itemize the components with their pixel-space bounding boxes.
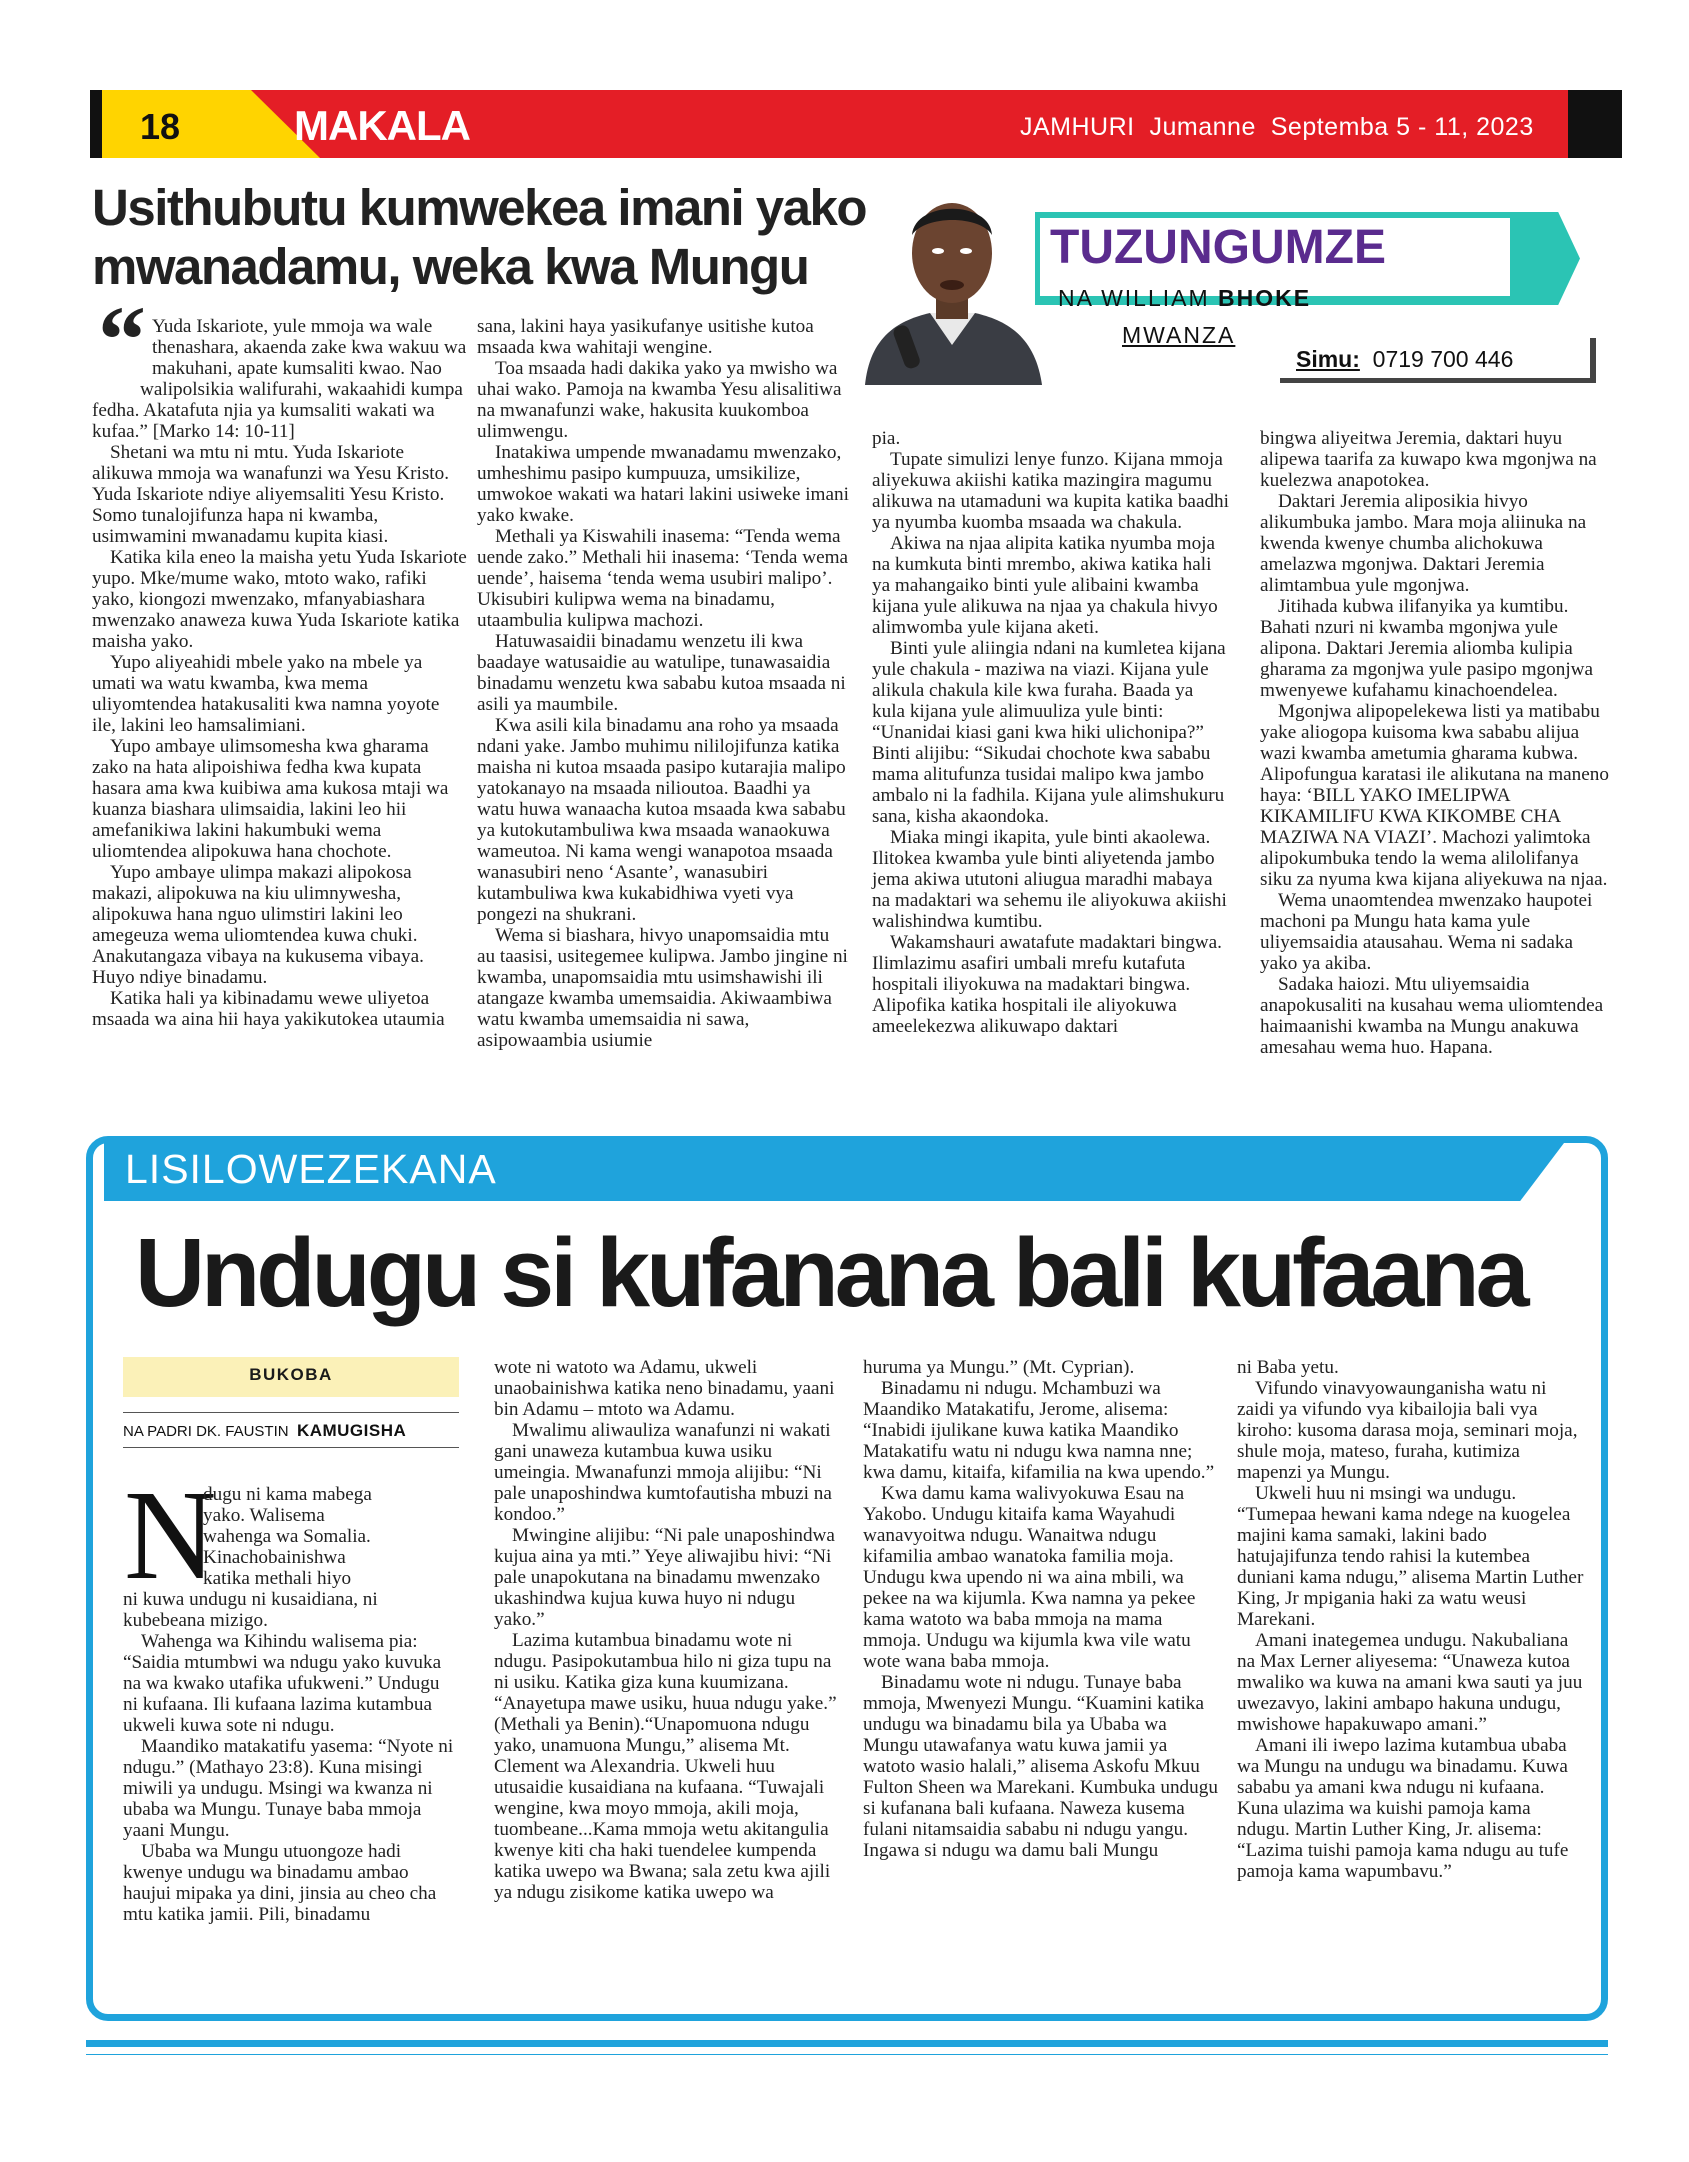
byline-prefix: NA PADRI DK. FAUSTIN <box>123 1423 289 1440</box>
paragraph: wote ni watoto wa Adamu, ukweli unaobainishwa katika neno binadamu, yaani bin Adamu – mtoto wa Adamu. <box>494 1357 835 1420</box>
drop-cap: N <box>124 1464 217 1606</box>
article1-column-3 <box>872 428 1230 1037</box>
phone-line <box>1296 346 1513 373</box>
phone-label: Simu: <box>1296 346 1360 372</box>
article1-column-2 <box>477 316 852 1051</box>
article1-column-1 <box>92 316 467 1030</box>
paragraph: Vifundo vinavyowaunganisha watu ni zaidi ya vifundo vya kibailojia bali vya kiroho: kusoma darasa moja, seminari moja, shule moja, mateso, furaha, kutimiza mapenzi ya Mungu. <box>1237 1378 1578 1483</box>
article1-column-4 <box>1260 428 1610 1058</box>
dropcap-line: dugu ni kama mabega <box>203 1484 372 1505</box>
paragraph: Miaka mingi ikapita, yule binti akaolewa. Ilitokea kwamba yule binti aliyetenda jambo jema akiwa ututoni aliugua maradhi mabaya na madaktari wa sehemu ile aliyokuwa akiishi walishindwa kumtibu. <box>872 827 1227 932</box>
article2-column-2 <box>494 1357 842 1903</box>
column-name: TUZUNGUMZE <box>1050 221 1386 274</box>
phone-number: 0719 700 446 <box>1372 346 1514 372</box>
paragraph: Ukweli huu ni msingi wa undugu. “Tumepaa hewani kama ndege na kuogelea majini kama samaki, lakini bado hatujajifunza tendo rahisi la kutembea duniani kama ndugu,” alisema Martin Luther King, Jr mpigania haki za watu weusi Marekani. <box>1237 1483 1584 1630</box>
byline-rule-top <box>123 1412 459 1413</box>
paragraph: Amani inategemea undugu. Nakubaliana na Max Lerner aliyesema: “Unaweza kutoa mwaliko wa kuwa na amani kwa sauti ya juu uwezavyo, lakini ambapo hakuna undugu, mwishowe hapakuwapo amani.” <box>1237 1630 1583 1735</box>
paragraph: sana, lakini haya yasikufanye usitishe kutoa msaada kwa wahitaji wengine. <box>477 316 814 358</box>
paragraph: Wema si biashara, hivyo unapomsaidia mtu au taasisi, usitegemee kulipwa. Jambo jingine ni kwamba, unapomsaidia mtu usimshawishi ili atangaze kwamba umemsaidia. Akiwaambiwa watu kwamba umemsaidia ni sawa, asipowaambia usiumie <box>477 925 848 1051</box>
paragraph: Wakamshauri awatafute madaktari bingwa. Ilimlazimu asafiri umbali mrefu kutafuta hospitali iliyokuwa na madaktari bingwa. Alipofika katika hospitali ile aliyokuwa ameelekezwa alikuwapo daktari <box>872 932 1222 1037</box>
article2-byline <box>123 1421 406 1441</box>
article2-headline: Undugu si kufanana bali kufaana <box>135 1218 1526 1327</box>
paragraph: Yupo ambaye ulimsomesha kwa gharama zako na hata alipoishiwa fedha kwa kupata hasara ama kwa kuibiwa ama kukosa mtaji wa kuanza biashara ulimsaidia, lakini leo hii amefanikiwa lakini hakumbuki wema uliomtendea alipokuwa hana chochote. <box>92 736 449 862</box>
paragraph: Wahenga wa Kihindu walisema pia: “Saidia mtumbwi wa ndugu yako kuvuka na wa kwako utafika ufukweni.” Undugu ni kufaana. Ili kufaana lazima kutambua ukweli kuwa sote ni ndugu. <box>123 1631 442 1736</box>
paragraph: Yupo ambaye ulimpa makazi alipokosa makazi, alipokuwa na kiu ulimnywesha, alipokuwa hana nguo ulimstiri lakini leo amegeuza wema uliomtendea kuwa chuki. Anakutangaza vibaya na kukusema vibaya. Huyo ndiye binadamu. <box>92 862 424 988</box>
section-name: MAKALA <box>294 102 470 149</box>
paragraph: Yupo aliyeahidi mbele yako na mbele ya umati wa watu kwamba, kwa mema uliyomtendea hatakusaliti kwa namna yoyote ile, lakini leo hamsalimiani. <box>92 652 440 736</box>
paragraph: Binadamu wote ni ndugu. Tunaye baba mmoja, Mwenyezi Mungu. “Kuamini katika undugu wa binadamu bila ya Ubaba wa Mungu utawafanya watu kuwa jamii ya watoto wasio halali,” alisema Askofu Mkuu Fulton Sheen wa Marekani. Kumbuka undugu si kufanana bali kufaana. Naweza kusema fulani nitamsaidia sababu ni ndugu yangu. Ingawa si ndugu wa damu bali Mungu <box>863 1672 1218 1861</box>
paragraph: Amani ili iwepo lazima kutambua ubaba wa Mungu na undugu wa binadamu. Kuwa sababu ya amani kwa ndugu ni kufaana. Kuna ulazima wa kuishi pamoja kama ndugu. Martin Luther King, Jr. alisema: “Lazima tuishi pamoja kama ndugu au tufe pamoja kama wapumbavu.” <box>1237 1735 1569 1882</box>
paragraph: Binti yule aliingia ndani na kumletea kijana yule chakula - maziwa na viazi. Kijana yule alikula chakula kile kwa furaha. Baada ya kula kijana yule alimuuliza yule binti: “Unanidai kiasi gani kwa hiki ulichonipa?” Binti alijibu: “Sikudai chochote kwa sababu mama alitufunza tusidai malipo kwa jambo ambalo ni la fadhila. Kijana yule alimshukuru sana, kisha akaondoka. <box>872 638 1226 827</box>
paragraph: ni Baba yetu. <box>1237 1357 1339 1378</box>
paragraph: walipolsikia walifurahi, wakaahidi kumpa fedha. Akatafuta njia ya kumsaliti wakati wa kufaa.” [Marko 14: 10-11] <box>92 379 463 442</box>
paragraph: pia. <box>872 428 901 449</box>
article2-location: BUKOBA <box>249 1365 333 1384</box>
header-right-bar <box>1568 90 1622 158</box>
article2-column-3 <box>863 1357 1219 1861</box>
opening-quote-mark: “ <box>98 286 146 393</box>
byline-author <box>1058 285 1311 312</box>
article1-headline <box>92 178 892 296</box>
dropcap-line: Kinachobainishwa <box>203 1547 346 1568</box>
columnist-portrait-icon <box>860 185 1045 385</box>
page-number: 18 <box>140 106 181 147</box>
byline-prefix: NA WILLIAM <box>1058 285 1210 311</box>
paragraph: Maandiko matakatifu yasema: “Nyote ni ndugu.” (Mathayo 23:8). Kuna misingi miwili ya undugu. Msingi wa kwanza ni ubaba wa Mungu. Tunaye baba mmoja yaani Mungu. <box>123 1736 454 1841</box>
publication-date-line: JAMHURI Jumanne Septemba 5 - 11, 2023 <box>1020 113 1534 141</box>
paragraph: Katika hali ya kibinadamu wewe uliyetoa msaada wa aina hii haya yakikutokea utaumia <box>92 988 445 1030</box>
header-left-bar <box>90 90 102 158</box>
byline-surname: KAMUGISHA <box>296 1421 407 1440</box>
paragraph: Hatuwasaidii binadamu wenzetu ili kwa baadaye watusaidie au watulipe, tunawasaidia binadamu wenzetu kwa sababu kutoa msaada ni asili ya maumbile. <box>477 631 846 715</box>
paragraph: Ubaba wa Mungu utuongoze hadi kwenye undugu wa binadamu ambao haujui mipaka ya dini, jinsia au cheo cha mtu katika jamii. Pili, binadamu <box>123 1841 437 1925</box>
paragraph: huruma ya Mungu.” (Mt. Cyprian). <box>863 1357 1135 1378</box>
footer-rule-thin <box>86 2054 1608 2055</box>
paragraph: Toa msaada hadi dakika yako ya mwisho wa uhai wako. Pamoja na kwamba Yesu alisalitiwa na mwanafunzi wake, hakusita kuukomboa ulimwengu. <box>477 358 842 442</box>
paragraph: Akiwa na njaa alipita katika nyumba moja na kumkuta binti mrembo, akiwa katika hali ya mahangaiko binti yule alibaini kwamba kijana yule alikuwa na njaa ya chakula hivyo alimwomba yule kijana aketi. <box>872 533 1218 638</box>
paragraph: Kwa damu kama walivyokuwa Esau na Yakobo. Undugu kitaifa kama Wayahudi wanavyoitwa ndugu. Wanaitwa ndugu kifamilia ambao wanatoka familia moja. Undugu kwa upendo ni wa aina mbili, wa pekee na wa kijumla. Kwa namna ya pekee kama watoto wa baba mmoja na mama mmoja. Undugu wa kijumla kwa vile watu wote wana baba mmoja. <box>863 1483 1196 1672</box>
byline-rule-bottom <box>123 1447 459 1448</box>
paragraph: Kwa asili kila binadamu ana roho ya msaada ndani yake. Jambo muhimu nililojifunza katika maisha ni kutoa msaada pasipo kutarajia malipo yatokanayo na msaada nilioutoa. Baadhi ya watu huwa wanaacha kutoa msaada kwa sababu ya kutokutambuliwa kwa msaada wanaokuwa wameutoa. Ni kama wengi wanapotoa msaada wanasubiri neno ‘Asante’, wanasubiri kutambuliwa kwa kukabidhiwa vyeti vya pongezi na shukrani. <box>477 715 846 925</box>
footer-rule-thick <box>86 2040 1608 2047</box>
paragraph: Inatakiwa umpende mwanadamu mwenzako, umheshimu pasipo kumpuuza, umsikilize, umwokoe wakati wa hatari lakini usiweke imani yako kwake. <box>477 442 849 526</box>
article2-column-1 <box>123 1484 459 1925</box>
article2-section-label: LISILOWEZEKANA <box>125 1146 497 1192</box>
byline-surname: BHOKE <box>1218 285 1312 311</box>
paragraph: Binadamu ni ndugu. Mchambuzi wa Maandiko Matakatifu, Jerome, alisema: “Inabidi ijulikane kuwa katika Maandiko Matakatifu watu ni ndugu kwa namna nne; kwa damu, kitaifa, kifamilia na kwa upendo.” <box>863 1378 1215 1483</box>
paragraph: bingwa aliyeitwa Jeremia, daktari huyu alipewa taarifa za kuwapo kwa mgonjwa na kuelezwa anapotokea. <box>1260 428 1597 491</box>
dropcap-line: katika methali hiyo <box>203 1568 352 1589</box>
paragraph: Daktari Jeremia aliposikia hivyo alikumbuka jambo. Mara moja aliinuka na kwenda kwenye chumba alichokuwa amelazwa mgonjwa. Daktari Jeremia alimtambua yule mgonjwa. <box>1260 491 1587 596</box>
paragraph: Lazima kutambua binadamu wote ni ndugu. Pasipokutambua hilo ni giza tupu na ni usiku. Katika giza kuna kuumizana. “Anayetupa mawe usiku, huua ndugu yake.” (Methali ya Benin).“Unapomuona ndugu yako, unamuona Mungu,” alisema Mt. Clement wa Alexandria. Ukweli huu utusaidie kusaidiana na kufaana. “Tuwajali wengine, kwa moyo mmoja, akili moja, tuombeane...Kama mmoja wetu akitangulia kwenye kiti cha haki tuendelee kumpenda katika uwepo wa Bwana; sala zetu kwa ajili ya ndugu zisikome katika uwepo wa <box>494 1630 837 1903</box>
paragraph: Mgonjwa alipopelekewa listi ya matibabu yake aliogopa kuisoma kwa sababu alijua wazi kwamba ametumia gharama kubwa. Alipofungua karatasi ile alikutana na maneno haya: ‘BILL YAKO IMELIPWA KIKAMILIFU KWA KIKOMBE CHA MAZIWA NA VIAZI’. Machozi yalimtoka alipokumbuka tendo la wema alilolifanya siku za nyuma kwa kijana aliyekuwa na njaa. <box>1260 701 1609 890</box>
paragraph: Tupate simulizi lenye funzo. Kijana mmoja aliyekuwa akiishi katika mazingira magumu alikuwa na utamaduni wa kupita katika baadhi ya nyumba kuomba msaada wa chakula. <box>872 449 1229 533</box>
paragraph: Sadaka haiozi. Mtu uliyemsaidia anapokusaliti na kusahau wema uliomtendea haimaanishi kwamba na Mungu anakuwa amesahau wema huo. Hapana. <box>1260 974 1604 1058</box>
headline-line: Usithubutu kumwekea imani yako <box>92 179 867 236</box>
paragraph: Katika kila eneo la maisha yetu Yuda Iskariote yupo. Mke/mume wako, mtoto wako, rafiki yako, kiongozi mwenzako, mfanyabiashara mwenzako anaweza kuwa Yuda Iskariote katika maisha yako. <box>92 547 467 652</box>
dropcap-line: yako. Walisema <box>203 1505 325 1526</box>
paragraph: Yuda Iskariote, yule mmoja wa wale thenashara, akaenda zake kwa wakuu wa makuhani, apate kumsaliti kwao. Nao <box>152 316 467 379</box>
article2-column-4 <box>1237 1357 1587 1882</box>
paragraph: Mwingine alijibu: “Ni pale unaposhindwa kujua aina ya mti.” Yeye aliwajibu hivi: “Ni pale unapokutana na binadamu mwenzako ukashindwa kujua kuwa huyo ni ndugu yako.” <box>494 1525 835 1630</box>
paragraph: ni kuwa undugu ni kusaidiana, ni kubebeana mizigo. <box>123 1589 378 1631</box>
headline-line: mwanadamu, weka kwa Mungu <box>92 238 809 295</box>
dropcap-line: wahenga wa Somalia. <box>203 1526 371 1547</box>
paragraph: Mwalimu aliwauliza wanafunzi ni wakati gani unaweza kutambua kuwa usiku umeingia. Mwanafunzi mmoja alijibu: “Ni pale unaposhindwa kumtofautisha mbuzi na kondoo.” <box>494 1420 832 1525</box>
paragraph: Jitihada kubwa ilifanyika ya kumtibu. Bahati nzuri ni kwamba mgonjwa yule alipona. Daktari Jeremia aliomba kulipia gharama za mgonjwa yule pasipo mgonjwa mwenyewe kufahamu kinachoendelea. <box>1260 596 1594 701</box>
paragraph: Wema unaomtendea mwenzako haupotei machoni pa Mungu hata kama yule uliyemsaidia atausahau. Wema ni sadaka yako ya akiba. <box>1260 890 1593 974</box>
paragraph: Methali ya Kiswahili inasema: “Tenda wema uende zako.” Methali hii inasema: ‘Tenda wema uende’, haisema ‘tenda wema usubiri malipo’. Ukisubiri kulipwa wema na binadamu, utaambulia kulipwa machozi. <box>477 526 849 631</box>
byline-city: MWANZA <box>1122 322 1236 348</box>
paragraph: Shetani wa mtu ni mtu. Yuda Iskariote alikuwa mmoja wa wanafunzi wa Yesu Kristo. Yuda Iskariote ndiye aliyemsaliti Yesu Kristo. Somo tunalojifunza hapa ni kwamba, usimwamini mwanadamu kupita kiasi. <box>92 442 450 547</box>
